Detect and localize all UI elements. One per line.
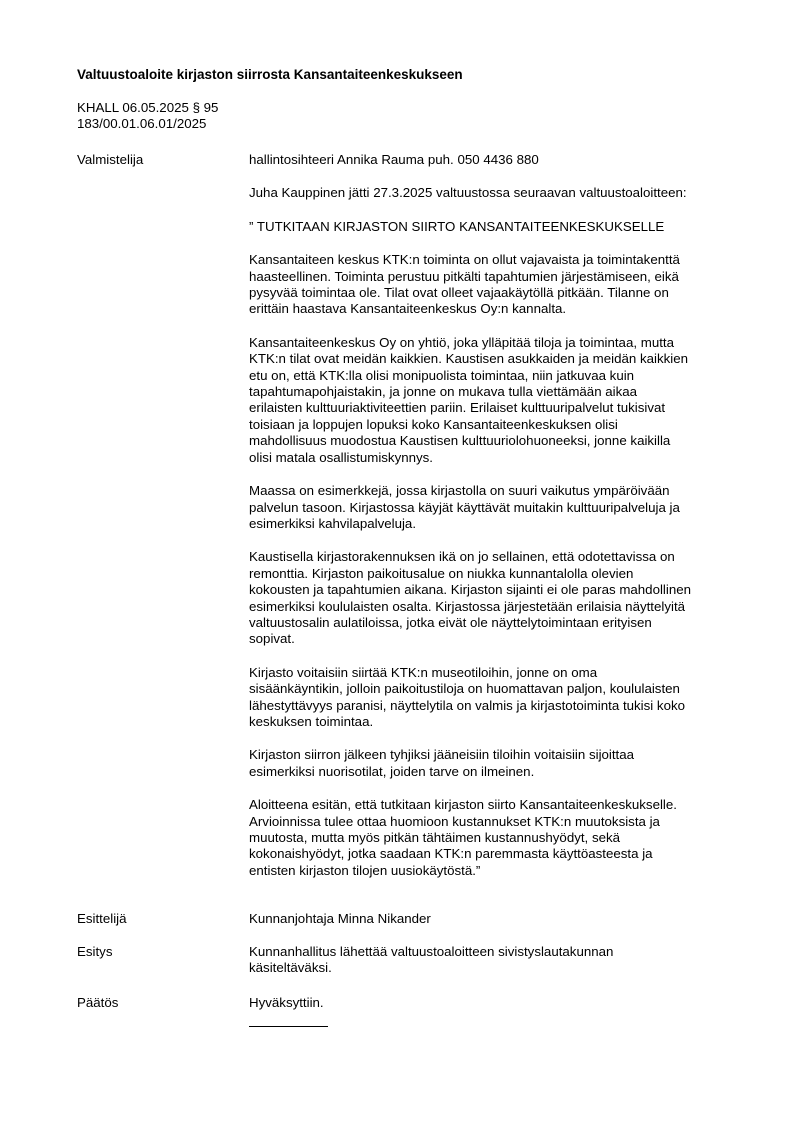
document-title: Valtuustoaloite kirjaston siirrosta Kansantaiteenkeskukseen <box>77 67 463 82</box>
paragraph: Aloitteena esitän, että tutkitaan kirjaston siirto Kansantaiteenkeskukselle. Arvioinnissa tulee ottaa huomioon kustannukset KTK:n muutoksista ja muutosta, mutta myös pitkän tähtäimen kustannushyödyt, sekä kokonaishyödyt, jotka saadaan KTK:n paremmasta käyttöasteesta ja entisten kirjaston tilojen uusiokäytöstä.” <box>249 797 677 878</box>
preparer-value: hallintosihteeri Annika Rauma puh. 050 4436 880 <box>249 152 539 167</box>
decision-value: Hyväksyttiin. <box>249 995 324 1010</box>
meta-block <box>77 100 218 132</box>
proposal-value: Kunnanhallitus lähettää valtuustoaloitteen sivistyslautakunnan käsiteltäväksi. <box>249 944 614 976</box>
document-body <box>249 152 744 896</box>
proposal-label: Esitys <box>77 944 113 959</box>
presenter-label: Esittelijä <box>77 911 127 926</box>
preparer-label: Valmistelija <box>77 152 144 167</box>
paragraph: Kaustisella kirjastorakennuksen ikä on jo sellainen, että odotettavissa on remonttia. Kirjaston paikoitusalue on niukka kunnantalolla olevien kokousten ja tapahtumien aikana. Kirjaston sijainti ei ole paras mahdollinen esimerkiksi koululaisten osalta. Kirjastossa järjestetään erilaisia näyttelyitä valtuustosalin aulatiloissa, jotka eivät ole näyttelytoimintaan erityisen sopivat. <box>249 549 692 647</box>
paragraph: Kansantaiteenkeskus Oy on yhtiö, joka ylläpitää tiloja ja toimintaa, mutta KTK:n tilat ovat meidän kaikkien. Kaustisen asukkaiden ja meidän kaikkien etu on, että KTK:lla olisi monipuolista toimintaa, niin jatkuvaa kuin tapahtumapohjaistakin, ja jonne on mukava tulla viettämään aikaa erilaisten kulttuuriaktiviteettien pariin. Erilaiset kulttuuripalvelut tukisivat toisiaan ja loppujen lopuksi koko Kansantaiteenkeskuksen olisi mahdollisuus muodostua Kaustisen kulttuuriolohuoneeksi, jonne kaikilla olisi matala osallistumiskynnys. <box>249 334 689 465</box>
decision-label: Päätös <box>77 995 119 1010</box>
signature-line <box>249 1026 328 1027</box>
paragraph: ” TUTKITAAN KIRJASTON SIIRTO KANSANTAITEENKESKUKSELLE <box>249 218 665 234</box>
paragraph: Kirjasto voitaisiin siirtää KTK:n museotiloihin, jonne on oma sisäänkäyntikin, jolloin paikoitustiloja on huomattavan paljon, koululaisten lähestyttävyys paranisi, näyttelytila on valmis ja kirjastotoiminta tukisi koko keskuksen toimintaa. <box>249 664 686 729</box>
paragraph: Juha Kauppinen jätti 27.3.2025 valtuustossa seuraavan valtuustoaloitteen: <box>249 185 687 201</box>
presenter-value: Kunnanjohtaja Minna Nikander <box>249 911 431 926</box>
paragraph: Kansantaiteen keskus KTK:n toiminta on ollut vajavaista ja toimintakenttä haasteellinen. Toiminta perustuu pitkälti tapahtumien järjestämiseen, eikä pysyvää toimintaa ole. Tilat ovat olleet vajaakäytöllä pitkään. Tilanne on erittäin haastava Kansantaiteenkeskus Oy:n kannalta. <box>249 252 680 317</box>
paragraph: Maassa on esimerkkejä, jossa kirjastolla on suuri vaikutus ympäröivään palvelun tasoon. Kirjastossa käyjät käyttävät muitakin kulttuuripalveluja ja esimerkiksi kahvilapalveluja. <box>249 483 680 531</box>
paragraph: Kirjaston siirron jälkeen tyhjiksi jääneisiin tiloihin voitaisiin sijoittaa esimerkiksi nuorisotilat, joiden tarve on ilmeinen. <box>249 747 635 779</box>
record-number: 183/00.01.06.01/2025 <box>77 116 207 131</box>
meeting-reference: KHALL 06.05.2025 § 95 <box>77 100 219 115</box>
